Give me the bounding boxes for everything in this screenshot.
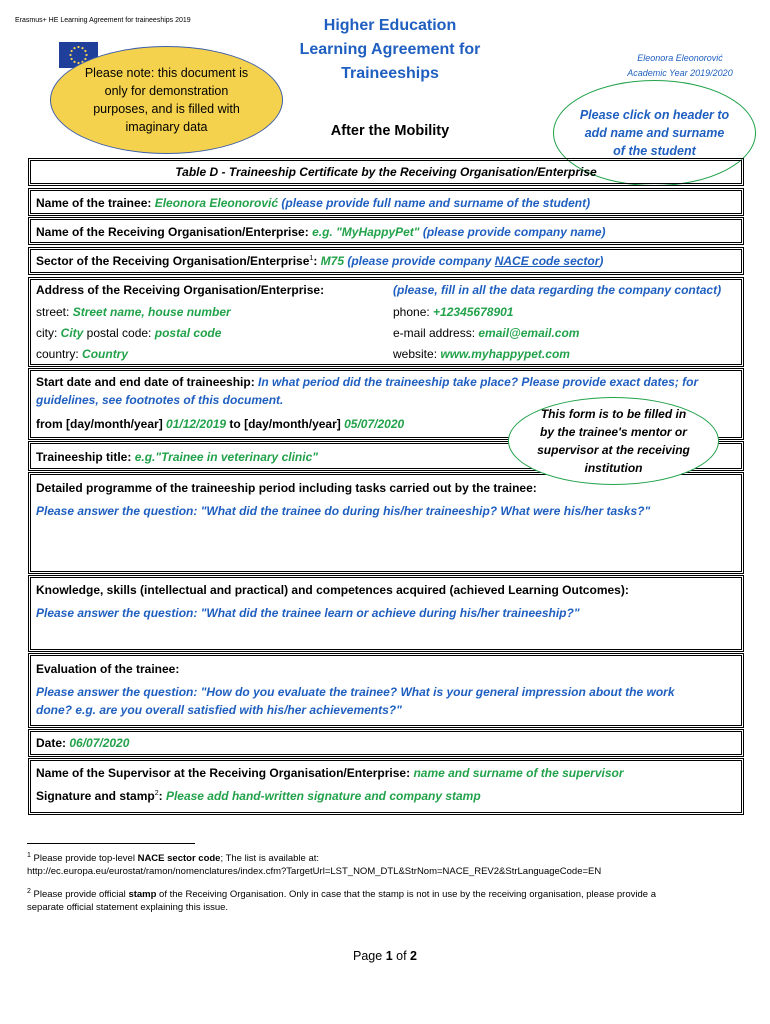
traineeship-title-value[interactable]: e.g."Trainee in veterinary clinic": [134, 450, 318, 464]
footnote-2-text-b: of the Receiving Organisation. Only in case that the stamp is not in use by the receiving organisation, please provide a: [156, 889, 656, 901]
evaluation-label: Evaluation of the trainee:: [36, 662, 180, 676]
page-total: 2: [410, 949, 417, 963]
city-label: city:: [36, 326, 61, 340]
to-date-value[interactable]: 05/07/2020: [344, 417, 405, 431]
student-name: Eleonora Eleonorović: [637, 53, 723, 63]
city-value[interactable]: City: [60, 326, 84, 340]
address-hint: (please, fill in all the data regarding the company contact): [393, 283, 722, 297]
knowledge-hint[interactable]: Please answer the question: "What did the trainee learn or achieve during his/her traineeship?": [36, 606, 580, 620]
page-of: of: [392, 949, 411, 963]
date-row[interactable]: [28, 729, 744, 757]
trainee-name-hint: (please provide full name and surname of the student): [278, 196, 591, 210]
page-number: 1: [385, 949, 393, 963]
footnote-1-text-a: Please provide top-level: [30, 853, 138, 865]
evaluation-hint-line-2[interactable]: done? e.g. are you overall satisfied with his/her achievements?": [36, 703, 402, 717]
phone-value[interactable]: +12345678901: [433, 305, 514, 319]
title-line-3: Traineeships: [341, 65, 439, 82]
name-hint-text: Please click on header to add name and surname of the student: [579, 108, 730, 158]
sector-row[interactable]: [28, 247, 744, 275]
postal-label: postal code:: [83, 326, 155, 340]
org-name-label: Name of the Receiving Organisation/Enterprise:: [36, 225, 313, 239]
title-line-2: Learning Agreement for: [299, 41, 481, 58]
sector-colon: :: [313, 254, 321, 268]
phone-label: phone:: [393, 305, 434, 319]
sector-hint-start: (please provide company: [344, 254, 495, 268]
footnote-2-text-a: Please provide official: [30, 889, 129, 901]
to-date-label: to [day/month/year]: [226, 417, 345, 431]
sector-hint-end: ): [599, 254, 604, 268]
nace-code-link[interactable]: NACE code sector: [494, 254, 600, 268]
supervisor-block[interactable]: [28, 758, 744, 815]
country-label: country:: [36, 347, 83, 361]
knowledge-label: Knowledge, skills (intellectual and practical) and competences acquired (achieved Learning Outcomes):: [36, 583, 629, 597]
mentor-note-callout: [508, 397, 719, 485]
from-date-label: from [day/month/year]: [36, 417, 167, 431]
evaluation-block[interactable]: [28, 653, 744, 728]
demo-note-text: Please note: this document is only for demonstration purposes, and is filled with imaginary data: [84, 66, 249, 134]
document-title: [290, 14, 490, 86]
address-label: Address of the Receiving Organisation/Enterprise:: [36, 283, 325, 297]
page-indicator: [0, 949, 770, 963]
footnote-1-url[interactable]: http://ec.europa.eu/eurostat/ramon/nomenclatures/index.cfm?TargetUrl=LST_NOM_DTL&StrNom=NACE_REV2&StrLanguageCode=EN: [27, 866, 602, 877]
sector-footnote-ref: 1: [309, 255, 314, 262]
dates-hint-line-1: In what period did the traineeship take place? Please provide exact dates; for: [258, 375, 699, 389]
address-block[interactable]: [28, 277, 744, 367]
footnote-1-number: 1: [27, 852, 31, 859]
programme-label: Detailed programme of the traineeship period including tasks carried out by the trainee:: [36, 481, 537, 495]
footnote-2-continued: separate official statement explaining this issue.: [27, 902, 229, 913]
footnote-2-number: 2: [27, 888, 31, 895]
postal-value[interactable]: postal code: [154, 326, 222, 340]
document-header-title: Erasmus+ HE Learning Agreement for traineeships 2019: [15, 17, 191, 24]
signature-colon: :: [158, 789, 166, 803]
programme-hint[interactable]: Please answer the question: "What did the trainee do during his/her traineeship? What were his/her tasks?": [36, 504, 651, 518]
org-name-value[interactable]: e.g. "MyHappyPet": [312, 225, 420, 239]
knowledge-block[interactable]: [28, 575, 744, 652]
org-name-hint: (please provide company name): [419, 225, 606, 239]
sector-value[interactable]: M75: [320, 254, 344, 268]
street-value[interactable]: Street name, house number: [72, 305, 231, 319]
trainee-name-row[interactable]: [28, 188, 744, 216]
signature-value[interactable]: Please add hand-written signature and company stamp: [165, 789, 481, 803]
student-header[interactable]: [600, 51, 760, 81]
programme-block[interactable]: [28, 472, 744, 574]
email-value[interactable]: email@email.com: [478, 326, 580, 340]
demo-note-callout: [50, 46, 283, 154]
date-value[interactable]: 06/07/2020: [69, 736, 130, 750]
footnote-2-bold: stamp: [128, 889, 157, 901]
evaluation-hint-line-1[interactable]: Please answer the question: "How do you evaluate the trainee? What is your general impression about the work: [36, 685, 675, 699]
academic-year: Academic Year 2019/2020: [627, 68, 733, 78]
footnote-1-text-b: ; The list is available at:: [220, 853, 320, 865]
table-title-row: [28, 158, 744, 186]
supervisor-label: Name of the Supervisor at the Receiving Organisation/Enterprise:: [36, 766, 414, 780]
table-title: Table D - Traineeship Certificate by the Receiving Organisation/Enterprise: [175, 165, 597, 179]
footnote-1-bold: NACE sector code: [137, 853, 221, 865]
trainee-name-value[interactable]: Eleonora Eleonorović: [154, 196, 279, 210]
sector-label: Sector of the Receiving Organisation/Enterprise: [36, 254, 310, 268]
signature-footnote-ref: 2: [154, 790, 159, 797]
date-label: Date:: [36, 736, 70, 750]
signature-label: Signature and stamp: [36, 789, 155, 803]
traineeship-title-label: Traineeship title:: [36, 450, 135, 464]
dates-hint-line-2: guidelines, see footnotes of this document.: [36, 393, 284, 407]
supervisor-value[interactable]: name and surname of the supervisor: [413, 766, 624, 780]
email-label: e-mail address:: [393, 326, 479, 340]
dates-label: Start date and end date of traineeship:: [36, 375, 259, 389]
country-value[interactable]: Country: [82, 347, 129, 361]
document-subtitle: After the Mobility: [330, 123, 450, 139]
trainee-name-label: Name of the trainee:: [36, 196, 155, 210]
from-date-value[interactable]: 01/12/2019: [166, 417, 227, 431]
mentor-note-text: This form is to be filled in by the trainee's mentor or supervisor at the receiving institution: [537, 407, 690, 475]
footnote-divider: [27, 843, 195, 844]
org-name-row[interactable]: [28, 217, 744, 245]
title-line-1: Higher Education: [323, 17, 457, 34]
website-value[interactable]: www.myhappypet.com: [440, 347, 570, 361]
website-label: website:: [393, 347, 441, 361]
street-label: street:: [36, 305, 73, 319]
page-label: Page: [353, 949, 386, 963]
